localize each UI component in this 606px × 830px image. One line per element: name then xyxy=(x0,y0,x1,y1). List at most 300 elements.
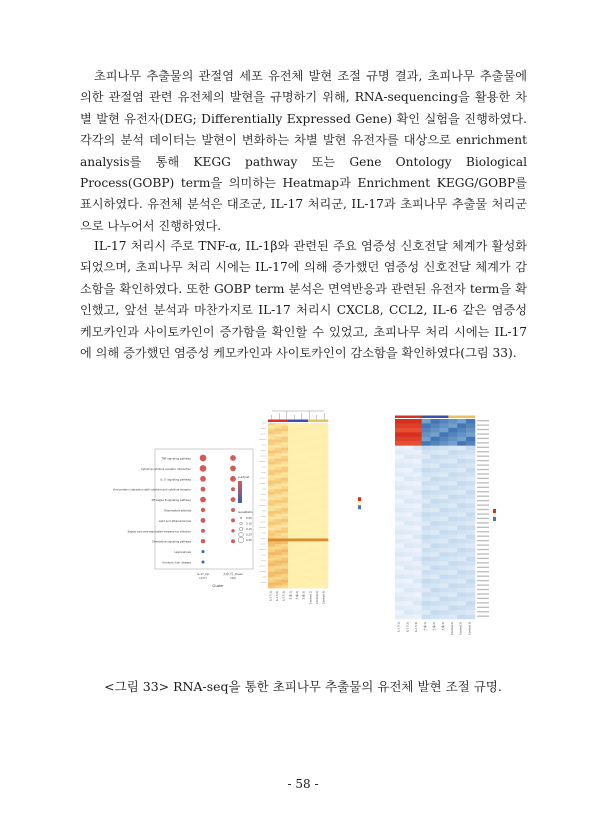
heatmap-cell xyxy=(295,583,302,586)
heatmap-cell xyxy=(275,464,282,467)
heatmap-cell xyxy=(439,606,448,611)
heatmap-cell xyxy=(321,431,328,434)
heatmap-cell xyxy=(268,473,275,476)
heatmap-cell xyxy=(439,441,448,446)
heatmap-cell xyxy=(413,548,422,553)
heatmap-cell xyxy=(288,541,295,544)
heatmap-cell xyxy=(268,572,275,575)
heatmap-cell xyxy=(281,572,288,575)
heatmap-cell xyxy=(466,521,475,526)
heatmap-row-label xyxy=(477,567,489,568)
heatmap-cell xyxy=(395,477,404,482)
heatmap-cell xyxy=(295,541,302,544)
heatmap-cell xyxy=(321,522,328,525)
heatmap-cell xyxy=(466,575,475,580)
heatmap-cell xyxy=(281,486,288,489)
heatmap-cell xyxy=(281,470,288,473)
heatmap-cell xyxy=(422,423,431,428)
heatmap-cell xyxy=(448,548,457,553)
heatmap-cell xyxy=(295,552,302,555)
heatmap-cell xyxy=(422,579,431,584)
heatmap-cell xyxy=(466,583,475,588)
heatmap-cell xyxy=(431,481,440,486)
heatmap-cell xyxy=(321,440,328,443)
heatmap-cell xyxy=(315,555,322,558)
heatmap-cell xyxy=(321,434,328,437)
heatmap-cell xyxy=(457,535,466,540)
dotplot-size-label: 0.10 xyxy=(246,522,252,526)
heatmap-cell xyxy=(439,508,448,513)
heatmap-cell xyxy=(395,610,404,615)
heatmap-cell xyxy=(315,552,322,555)
heatmap-cell xyxy=(275,484,282,487)
heatmap-cell xyxy=(466,441,475,446)
heatmap-cell xyxy=(301,500,308,503)
heatmap-cell xyxy=(466,495,475,500)
heatmap-cell xyxy=(431,530,440,535)
dotplot-dot xyxy=(201,539,205,543)
heatmap-cell xyxy=(295,536,302,539)
heatmap-cell xyxy=(268,484,275,487)
heatmap-cell xyxy=(268,530,275,533)
heatmap-row-label xyxy=(477,447,489,448)
heatmap-cell xyxy=(295,555,302,558)
body-paragraph-1: 초피나무 추출물의 관절염 세포 유전체 발현 조절 규명 결과, 초피나무 추출물에 의한 관절염 관련 유전체의 발현을 규명하기 위해, RNA-sequencing을 활용한 차별 발현 유전자(DEG; Differentially Expressed Gene) 확인 실험을 진행하였다. 각각의 분석 데이터는 발현이 변화하는 차별 발현 유전자를 대상으로 enrichment analysis를 통해 KEGG pathway 또는 Gene Ontology Biological Process(GOBP) term을 의미하는 Heatmap과 Enrichment KEGG/GOBP를 표시하였다. 유전체 분석은 대조군, IL-17 처리군, IL-17과 초피나무 추출물 처리군으로 나누어서 진행하였다. xyxy=(80,69,527,233)
dotplot-dot xyxy=(201,487,206,492)
heatmap-cell xyxy=(321,489,328,492)
heatmap-cell xyxy=(395,615,404,620)
heatmap-cell xyxy=(457,503,466,508)
heatmap-cell xyxy=(268,522,275,525)
heatmap-cell xyxy=(448,508,457,513)
heatmap-cell xyxy=(281,547,288,550)
heatmap-cell xyxy=(288,572,295,575)
heatmap-cell xyxy=(448,526,457,531)
heatmap-cell xyxy=(404,419,413,424)
heatmap-cell xyxy=(281,481,288,484)
heatmap-cell xyxy=(413,450,422,455)
heatmap-cell xyxy=(275,440,282,443)
heatmap-cell xyxy=(413,539,422,544)
heatmap-cell xyxy=(413,481,422,486)
heatmap-cell xyxy=(315,514,322,517)
heatmap-cell xyxy=(295,464,302,467)
heatmap-cell xyxy=(308,470,315,473)
heatmap-cell xyxy=(395,468,404,473)
heatmap-cell xyxy=(301,530,308,533)
heatmap-cell xyxy=(308,514,315,517)
heatmap-cell xyxy=(395,508,404,513)
heatmap-cell xyxy=(308,519,315,522)
heatmap-cell xyxy=(295,517,302,520)
heatmap-cell xyxy=(275,486,282,489)
heatmap-cell xyxy=(321,530,328,533)
heatmap-cell xyxy=(315,569,322,572)
heatmap-cell xyxy=(413,521,422,526)
heatmap-cell xyxy=(448,588,457,593)
heatmap-cell xyxy=(268,448,275,451)
heatmap-cell xyxy=(431,535,440,540)
heatmap-row-label xyxy=(477,500,489,501)
heatmap-cell xyxy=(395,455,404,460)
heatmap-cell xyxy=(268,577,275,580)
heatmap-cell xyxy=(295,544,302,547)
heatmap-cell xyxy=(301,536,308,539)
heatmap-cell xyxy=(295,497,302,500)
heatmap-cell xyxy=(395,521,404,526)
heatmap-cell xyxy=(315,442,322,445)
heatmap-cell xyxy=(395,575,404,580)
heatmap-cell xyxy=(413,517,422,522)
heatmap-annotation-cell xyxy=(308,420,315,423)
heatmap-cell xyxy=(466,557,475,562)
heatmap-cell xyxy=(448,446,457,451)
heatmap-cell xyxy=(431,526,440,531)
heatmap-cell xyxy=(275,508,282,511)
heatmap-cell xyxy=(268,453,275,456)
heatmap-cell xyxy=(288,473,295,476)
heatmap-cell xyxy=(466,472,475,477)
heatmap-cell xyxy=(422,419,431,424)
heatmap-cell xyxy=(457,419,466,424)
heatmap-cell xyxy=(315,574,322,577)
heatmap-cell xyxy=(395,561,404,566)
heatmap-cell xyxy=(315,470,322,473)
heatmap-cell xyxy=(301,492,308,495)
heatmap-cell xyxy=(395,557,404,562)
heatmap-cell xyxy=(295,456,302,459)
heatmap-annotation-cell xyxy=(466,416,475,419)
heatmap-cell xyxy=(439,539,448,544)
heatmap-cell xyxy=(431,508,440,513)
heatmap-cell xyxy=(281,484,288,487)
heatmap-cell xyxy=(275,541,282,544)
dotplot-cluster-label: (217) xyxy=(199,576,207,580)
heatmap-cell xyxy=(295,440,302,443)
heatmap-cell xyxy=(308,462,315,465)
heatmap-cell xyxy=(281,569,288,572)
heatmap-cell xyxy=(268,429,275,432)
heatmap-cell xyxy=(439,477,448,482)
heatmap-cell xyxy=(431,521,440,526)
heatmap-cell xyxy=(281,473,288,476)
heatmap-cell xyxy=(315,583,322,586)
heatmap-cell xyxy=(395,566,404,571)
heatmap-cell xyxy=(448,437,457,442)
dotplot-dot xyxy=(230,476,236,482)
heatmap-cell xyxy=(315,533,322,536)
heatmap-cell xyxy=(422,432,431,437)
heatmap-cell xyxy=(301,539,308,542)
heatmap-cell xyxy=(466,508,475,513)
heatmap-cell xyxy=(308,448,315,451)
heatmap-row-label xyxy=(477,531,489,532)
heatmap-cell xyxy=(301,519,308,522)
heatmap-cell xyxy=(413,579,422,584)
heatmap-cell xyxy=(308,489,315,492)
heatmap-cell xyxy=(404,432,413,437)
dotplot-dot xyxy=(200,476,206,482)
heatmap-cell xyxy=(413,552,422,557)
heatmap-cell xyxy=(395,597,404,602)
heatmap-cell xyxy=(448,592,457,597)
heatmap-cell xyxy=(275,495,282,498)
heatmap-cell xyxy=(439,521,448,526)
heatmap-cell xyxy=(281,467,288,470)
heatmap-cell xyxy=(422,459,431,464)
heatmap-cell xyxy=(448,543,457,548)
heatmap-cell xyxy=(308,503,315,506)
heatmap-annotation-cell xyxy=(301,420,308,423)
heatmap-cell xyxy=(422,477,431,482)
heatmap-cell xyxy=(275,437,282,440)
heatmap-cell xyxy=(315,577,322,580)
heatmap-cell xyxy=(308,464,315,467)
heatmap-cell xyxy=(308,541,315,544)
heatmap-cell xyxy=(395,543,404,548)
dotplot-term-label: IL-17 signaling pathway xyxy=(160,478,191,482)
heatmap-cell xyxy=(268,583,275,586)
heatmap-cell xyxy=(275,585,282,588)
heatmap-column-label: Control(2) xyxy=(459,622,463,636)
dotplot-dot xyxy=(201,550,204,553)
heatmap-cell xyxy=(308,492,315,495)
heatmap-column-label: Control(3) xyxy=(322,591,326,605)
heatmap-cell xyxy=(301,467,308,470)
heatmap-cell xyxy=(431,446,440,451)
heatmap-cell xyxy=(439,535,448,540)
heatmap-cell xyxy=(457,428,466,433)
heatmap-cell xyxy=(321,497,328,500)
heatmap-cell xyxy=(431,459,440,464)
heatmap-cell xyxy=(268,519,275,522)
heatmap-cell xyxy=(448,423,457,428)
heatmap-cell xyxy=(321,495,328,498)
heatmap-cell xyxy=(281,489,288,492)
heatmap-cell xyxy=(457,583,466,588)
heatmap-cell xyxy=(288,577,295,580)
heatmap-cell xyxy=(321,462,328,465)
heatmap-cell xyxy=(301,489,308,492)
heatmap-cell xyxy=(395,503,404,508)
heatmap-cell xyxy=(431,561,440,566)
heatmap-cell xyxy=(281,492,288,495)
heatmap-cell xyxy=(288,500,295,503)
heatmap-cell xyxy=(301,462,308,465)
heatmap-cell xyxy=(268,580,275,583)
heatmap-cell xyxy=(413,495,422,500)
heatmap-cell xyxy=(413,477,422,482)
heatmap-cell xyxy=(431,610,440,615)
heatmap-cell xyxy=(281,462,288,465)
heatmap-cell xyxy=(315,459,322,462)
heatmap-annotation-cell xyxy=(422,416,431,419)
heatmap-cell xyxy=(308,558,315,561)
heatmap-cell xyxy=(431,490,440,495)
heatmap-cell xyxy=(404,517,413,522)
heatmap-cell xyxy=(422,561,431,566)
heatmap-cell xyxy=(308,440,315,443)
heatmap-cell xyxy=(422,508,431,513)
heatmap-cell xyxy=(466,450,475,455)
heatmap-cell xyxy=(439,472,448,477)
heatmap-cell xyxy=(413,512,422,517)
heatmap-cell xyxy=(466,503,475,508)
heatmap-cell xyxy=(395,592,404,597)
heatmap-cell xyxy=(404,570,413,575)
heatmap-row-label xyxy=(477,513,489,514)
heatmap-cell xyxy=(301,470,308,473)
heatmap-cell xyxy=(431,423,440,428)
heatmap-cell xyxy=(466,597,475,602)
heatmap-cell xyxy=(448,477,457,482)
heatmap-row-label xyxy=(477,607,489,608)
heatmap-cell xyxy=(466,428,475,433)
heatmap-cell xyxy=(308,508,315,511)
heatmap-cell xyxy=(315,585,322,588)
heatmap-row-label xyxy=(477,518,489,519)
heatmap-cell xyxy=(301,445,308,448)
heatmap-cell xyxy=(315,495,322,498)
heatmap-cell xyxy=(301,506,308,509)
heatmap-cell xyxy=(321,470,328,473)
heatmap-cell xyxy=(439,566,448,571)
heatmap-cell xyxy=(308,517,315,520)
heatmap-cell xyxy=(295,539,302,542)
heatmap-cell xyxy=(395,539,404,544)
heatmap-cell xyxy=(268,547,275,550)
heatmap-cell xyxy=(288,486,295,489)
heatmap-cell xyxy=(275,497,282,500)
heatmap-cell xyxy=(288,514,295,517)
heatmap-cell xyxy=(439,601,448,606)
heatmap-cell xyxy=(315,500,322,503)
heatmap-column-label: Control(2) xyxy=(316,591,319,605)
heatmap-cell xyxy=(288,423,295,426)
heatmap-cell xyxy=(315,572,322,575)
heatmap-cell xyxy=(422,570,431,575)
heatmap-cell xyxy=(288,459,295,462)
heatmap-cell xyxy=(275,429,282,432)
heatmap-legend-swatch xyxy=(358,497,361,501)
heatmap-row-label xyxy=(477,491,489,492)
heatmap-cell xyxy=(268,434,275,437)
heatmap-cell xyxy=(295,500,302,503)
heatmap-cell xyxy=(448,610,457,615)
heatmap-cell xyxy=(321,484,328,487)
heatmap-cell xyxy=(281,528,288,531)
heatmap-cell xyxy=(288,585,295,588)
heatmap-cell xyxy=(295,577,302,580)
heatmap-cell xyxy=(308,486,315,489)
heatmap-cell xyxy=(413,530,422,535)
heatmap-cell xyxy=(288,470,295,473)
heatmap-cell xyxy=(301,569,308,572)
heatmap-cell xyxy=(308,563,315,566)
heatmap-cell xyxy=(457,557,466,562)
heatmap-cell xyxy=(268,528,275,531)
heatmap-cell xyxy=(321,437,328,440)
heatmap-cell xyxy=(275,574,282,577)
heatmap-cell xyxy=(439,455,448,460)
heatmap-cell xyxy=(281,566,288,569)
heatmap-cell xyxy=(281,503,288,506)
heatmap-cell xyxy=(439,419,448,424)
heatmap-cell xyxy=(288,569,295,572)
heatmap-cell xyxy=(315,561,322,564)
heatmap-cell xyxy=(268,500,275,503)
heatmap-cell xyxy=(321,547,328,550)
heatmap-column-label: Control(1) xyxy=(450,622,454,636)
heatmap-cell xyxy=(301,566,308,569)
heatmap-cell xyxy=(439,437,448,442)
heatmap-cell xyxy=(301,434,308,437)
heatmap-cell xyxy=(308,445,315,448)
heatmap-cell xyxy=(321,561,328,564)
heatmap-cell xyxy=(321,577,328,580)
heatmap-cell xyxy=(404,486,413,491)
heatmap-cell xyxy=(439,423,448,428)
heatmap-cell xyxy=(281,426,288,429)
heatmap-cell xyxy=(439,552,448,557)
heatmap-cell xyxy=(315,511,322,514)
heatmap-cell xyxy=(321,572,328,575)
heatmap-cell xyxy=(431,441,440,446)
heatmap-cell xyxy=(301,522,308,525)
dotplot-term-label: Chemokine signaling pathway xyxy=(151,540,191,544)
heatmap-cell xyxy=(439,495,448,500)
heatmap-cell xyxy=(315,544,322,547)
heatmap-cell xyxy=(439,446,448,451)
heatmap-cell xyxy=(457,592,466,597)
heatmap-column-label: IL-17(3) xyxy=(415,622,419,633)
heatmap-cell xyxy=(413,472,422,477)
heatmap-cell xyxy=(275,530,282,533)
heatmap-cell xyxy=(439,459,448,464)
heatmap-cell xyxy=(288,536,295,539)
heatmap-cell xyxy=(301,475,308,478)
heatmap-cell xyxy=(422,499,431,504)
heatmap-cell xyxy=(457,441,466,446)
heatmap-cell xyxy=(466,570,475,575)
heatmap-column-label: 초피(2) xyxy=(433,622,436,631)
heatmap-cell xyxy=(281,459,288,462)
heatmap-cell xyxy=(422,455,431,460)
heatmap-cell xyxy=(295,566,302,569)
heatmap-cell xyxy=(315,536,322,539)
heatmap-cell xyxy=(268,525,275,528)
heatmap-cell xyxy=(288,467,295,470)
heatmap-cell xyxy=(308,555,315,558)
heatmap-cell xyxy=(404,503,413,508)
heatmap-gobp xyxy=(395,416,496,636)
heatmap-cell xyxy=(281,555,288,558)
heatmap-cell xyxy=(422,463,431,468)
heatmap-cell xyxy=(288,550,295,553)
heatmap-cell xyxy=(295,442,302,445)
heatmap-cell xyxy=(321,442,328,445)
heatmap-cell xyxy=(448,472,457,477)
heatmap-cell xyxy=(288,492,295,495)
heatmap-cell xyxy=(295,470,302,473)
heatmap-cell xyxy=(422,446,431,451)
heatmap-cell xyxy=(439,597,448,602)
heatmap-cell xyxy=(466,437,475,442)
heatmap-cell xyxy=(457,477,466,482)
dotplot-term-label: Alcoholic liver disease xyxy=(162,561,191,565)
heatmap-cell xyxy=(275,451,282,454)
dotplot-size-label: 0.20 xyxy=(246,533,252,537)
